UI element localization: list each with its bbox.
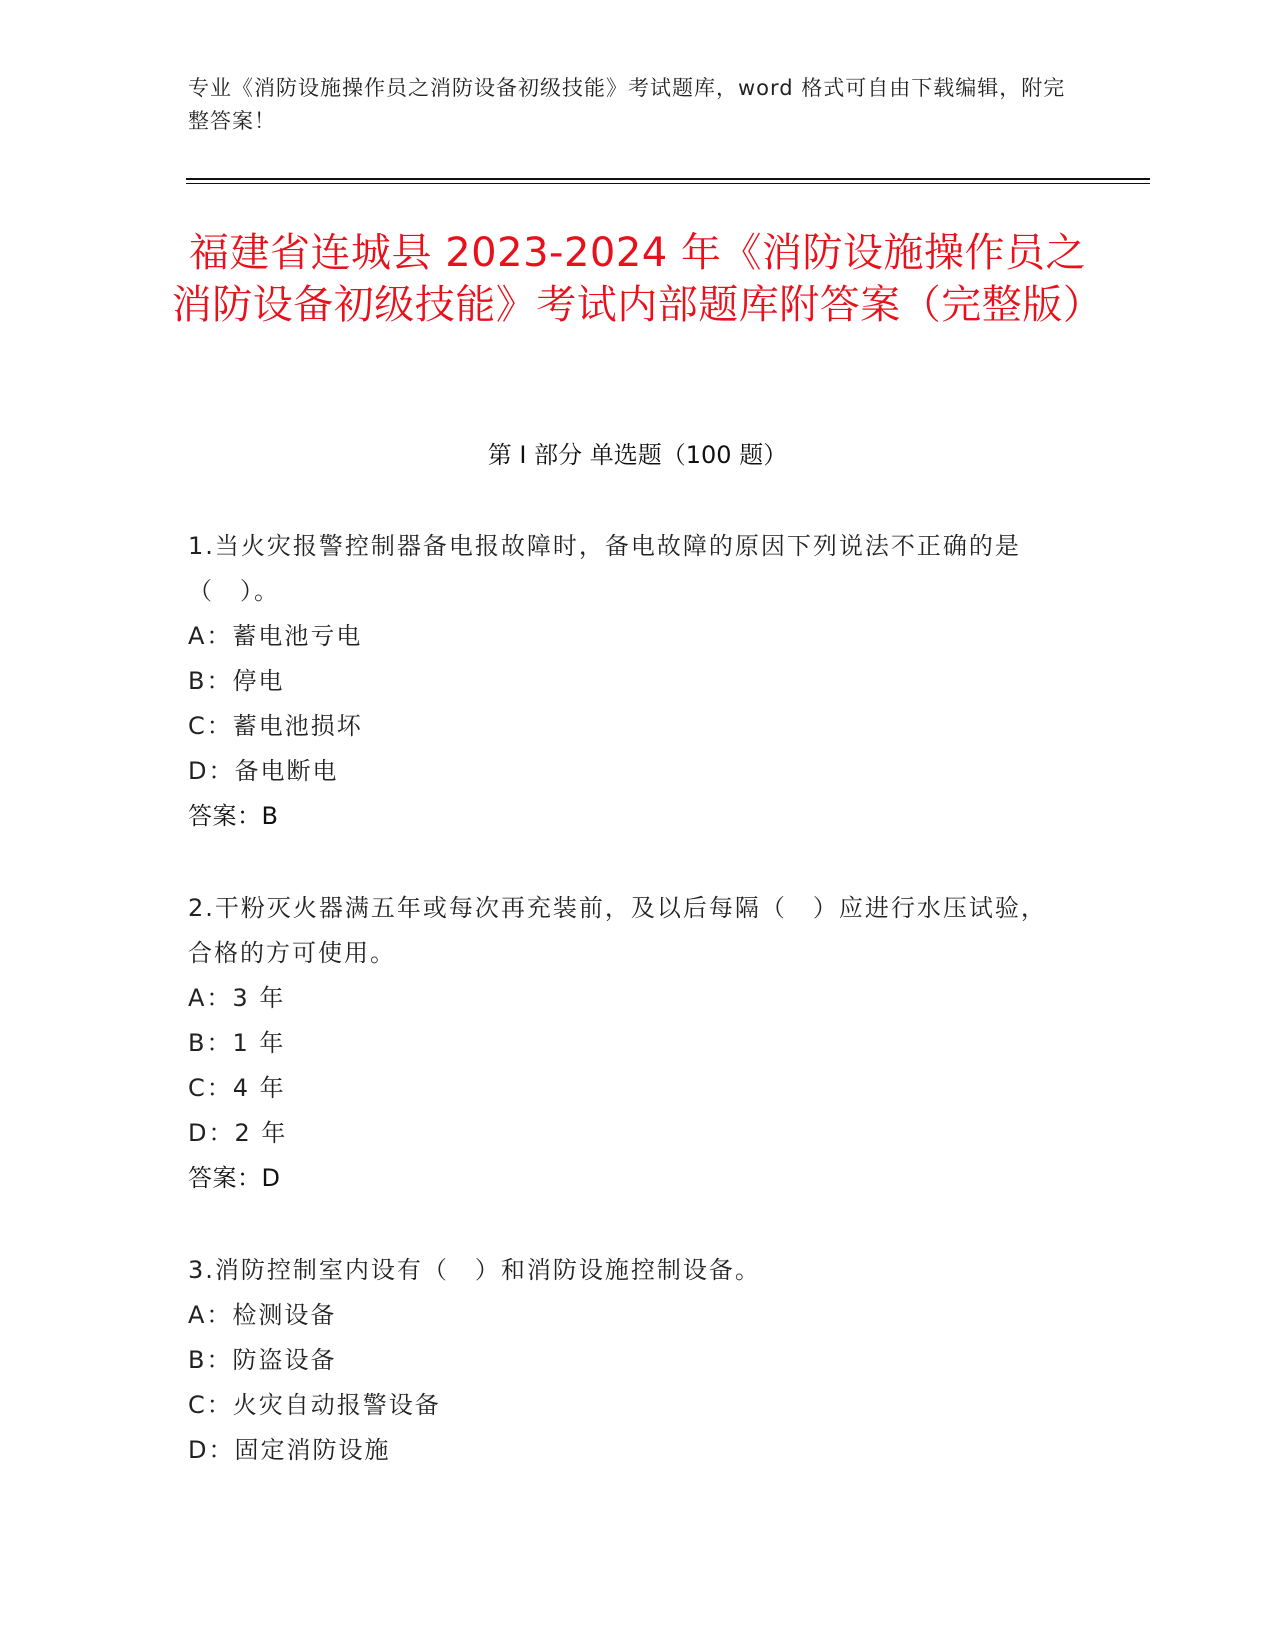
header-note: 专业《消防设施操作员之消防设备初级技能》考试题库，word 格式可自由下载编辑，附完整答案！ <box>188 76 1066 133</box>
header-divider-thick <box>186 178 1150 180</box>
option-a: A：3 年 <box>188 984 286 1012</box>
option-c: C：火灾自动报警设备 <box>188 1391 441 1419</box>
answer: 答案：B <box>188 802 279 830</box>
header-divider-thin <box>186 183 1150 184</box>
option-d: D：固定消防设施 <box>188 1436 391 1464</box>
option-a: A：检测设备 <box>188 1301 337 1329</box>
answer: 答案：D <box>188 1164 281 1192</box>
question-2 <box>188 886 1068 1201</box>
option-b: B：1 年 <box>188 1029 286 1057</box>
option-c: C：蓄电池损坏 <box>188 712 363 740</box>
option-d: D：备电断电 <box>188 757 339 785</box>
question-stem: 3.消防控制室内设有（ ）和消防设施控制设备。 <box>188 1256 761 1284</box>
option-c: C：4 年 <box>188 1074 286 1102</box>
section-title: 第 I 部分 单选题（100 题） <box>487 441 788 469</box>
document-title: 福建省连城县 2023-2024 年《消防设施操作员之消防设备初级技能》考试内部题库附答案（完整版） <box>171 230 1104 328</box>
option-d: D：2 年 <box>188 1119 288 1147</box>
question-3 <box>188 1248 1068 1473</box>
question-1 <box>188 524 1068 839</box>
option-a: A：蓄电池亏电 <box>188 622 363 650</box>
question-stem: 1.当火灾报警控制器备电报故障时，备电故障的原因下列说法不正确的是（ ）。 <box>188 532 1021 605</box>
option-b: B：防盗设备 <box>188 1346 337 1374</box>
option-b: B：停电 <box>188 667 285 695</box>
question-stem: 2.干粉灭火器满五年或每次再充装前，及以后每隔（ ）应进行水压试验，合格的方可使用。 <box>188 894 1047 967</box>
